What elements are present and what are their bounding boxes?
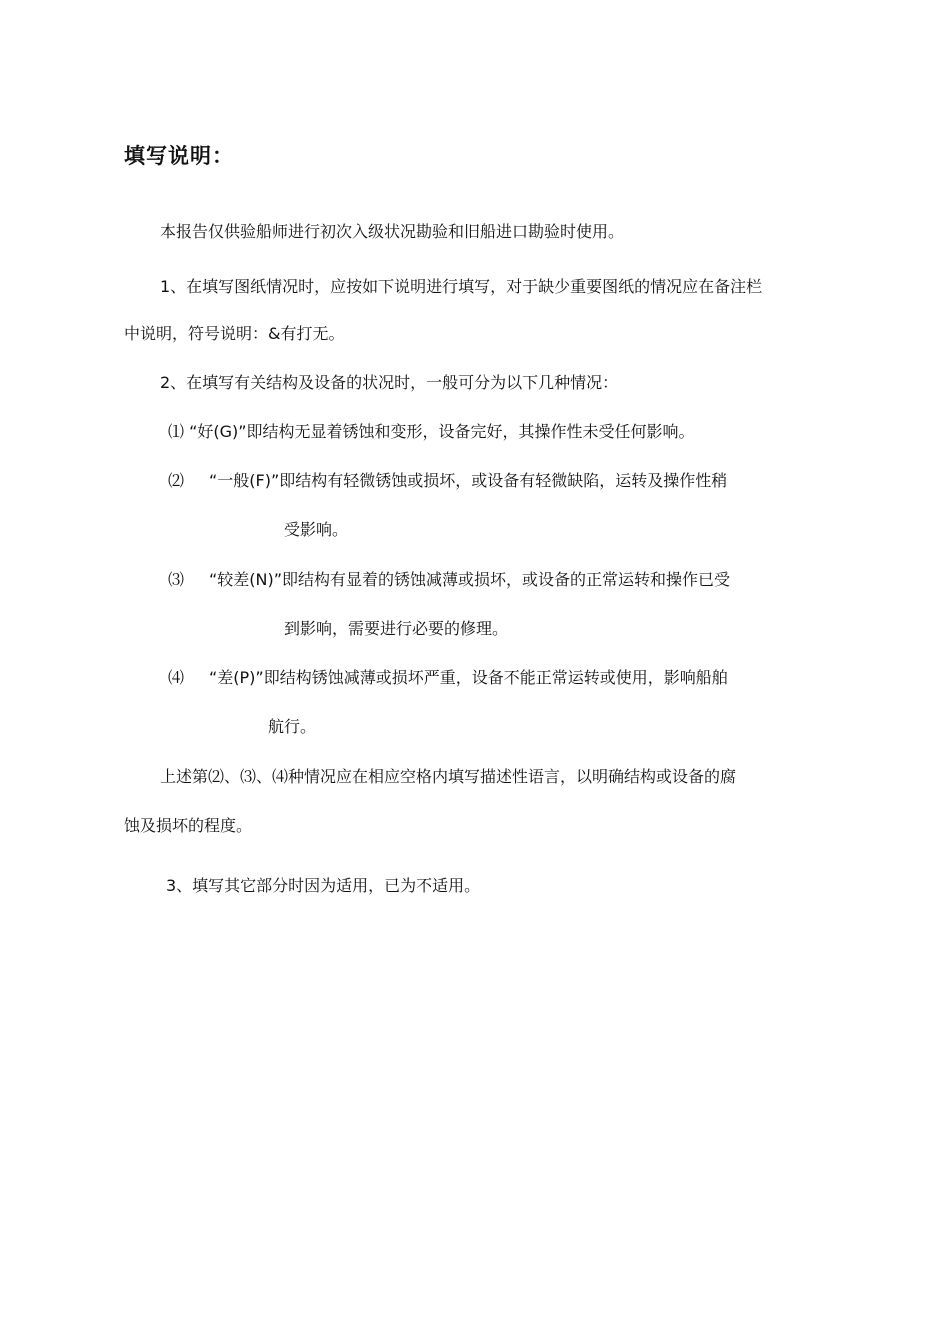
condition-poor-line-2: 到影响，需要进行必要的修理。 <box>284 619 509 638</box>
condition-bad-marker: ⑷ <box>168 668 185 687</box>
summary-line-1: 上述第⑵、⑶、⑷种情况应在相应空格内填写描述性语言，以明确结构或设备的腐 <box>160 767 737 786</box>
condition-fair-marker: ⑵ <box>168 471 185 490</box>
instruction-2: 2、在填写有关结构及设备的状况时，一般可分为以下几种情况： <box>160 373 619 392</box>
instruction-1-line-2: 中说明，符号说明：&有打无。 <box>124 324 345 343</box>
condition-poor-marker: ⑶ <box>168 570 185 589</box>
condition-bad-line-1: “差(P)”即结构锈蚀减薄或损坏严重，设备不能正常运转或使用，影响船舶 <box>209 668 728 687</box>
condition-fair-line-1: “一般(F)”即结构有轻微锈蚀或损坏，或设备有轻微缺陷，运转及操作性稍 <box>209 471 728 490</box>
intro-paragraph: 本报告仅供验船师进行初次入级状况勘验和旧船进口勘验时使用。 <box>160 222 625 241</box>
page-title: 填写说明： <box>124 144 234 168</box>
condition-good: ⑴ “好(G)”即结构无显着锈蚀和变形，设备完好，其操作性未受任何影响。 <box>168 422 695 441</box>
condition-fair-line-2: 受影响。 <box>284 520 349 539</box>
condition-poor-line-1: “较差(N)”即结构有显着的锈蚀减薄或损坏，或设备的正常运转和操作已受 <box>209 570 731 589</box>
instruction-1-line-1: 1、在填写图纸情况时，应按如下说明进行填写，对于缺少重要图纸的情况应在备注栏 <box>160 277 763 296</box>
instruction-3: 3、填写其它部分时因为适用，已为不适用。 <box>166 876 481 895</box>
condition-bad-line-2: 航行。 <box>268 717 317 736</box>
summary-line-2: 蚀及损坏的程度。 <box>124 816 253 835</box>
